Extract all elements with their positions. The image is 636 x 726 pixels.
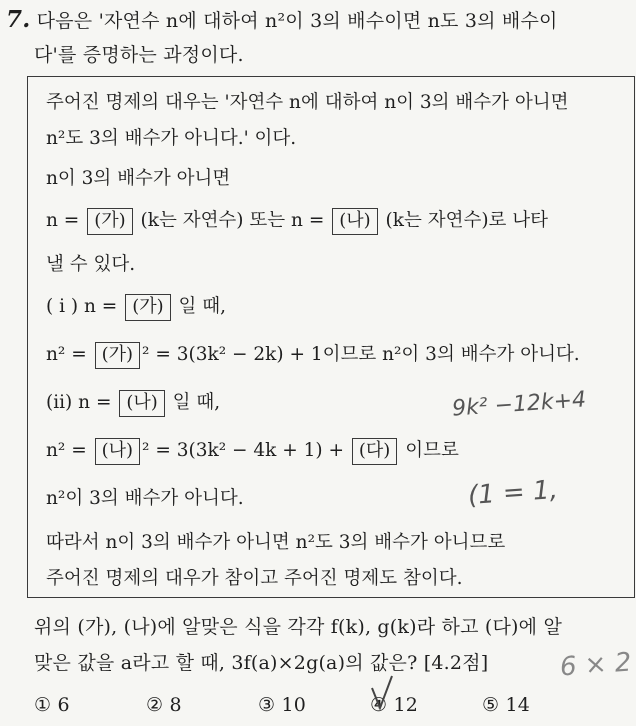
or-text: (k는 자연수) 또는 n = [140,210,325,231]
case2-conclusion: n²이 3의 배수가 아니다. [46,488,244,509]
question-stem-line2: 다'를 증명하는 과정이다. [34,44,244,66]
choice-2[interactable]: ② 8 [146,694,182,716]
case1-eq-post: ² = 3(3k² − 2k) + 1이므로 n²이 3의 배수가 아니다. [142,344,580,365]
blank-ga: (가) [87,208,132,235]
proof-box [27,76,635,598]
handwritten-note-1: 9k² −12k+4 [451,387,587,422]
case1-equation [46,340,580,369]
choice-3[interactable]: ③ 10 [258,694,307,716]
question-stem-line1 [6,6,558,33]
choice-5[interactable]: ⑤ 14 [482,694,531,716]
case2-header [46,388,220,417]
box-end-1: 따라서 n이 3의 배수가 아니면 n²도 3의 배수가 아니므로 [46,532,506,553]
case1-header [46,292,226,321]
blank-na-eq: (나) [95,438,140,465]
box-line-5: 낼 수 있다. [46,254,136,275]
case1-label: ( i ) n = [46,296,118,317]
box-end-2: 주어진 명제의 대우가 참이고 주어진 명제도 참이다. [46,568,463,589]
handwritten-note-3: 6 × 2 [559,647,633,683]
check-mark-icon [368,674,396,714]
box-line-3: n이 3의 배수가 아니면 [46,168,231,189]
stem-text-1: 다음은 '자연수 n에 대하여 n²이 3의 배수이면 n도 3의 배수이 [36,10,558,32]
blank-ga-case1: (가) [125,294,170,321]
case2-equation [46,436,459,465]
handwritten-note-2: (1 = 1, [467,474,559,512]
follow-up-line1: 위의 (가), (나)에 알맞은 식을 각각 f(k), g(k)라 하고 (다)에 알 [34,616,562,638]
box-line-2: n²도 3의 배수가 아니다.' 이다. [46,128,297,149]
case2-eq-post: 이므로 [405,440,459,461]
blank-da: (다) [352,438,397,465]
follow-up-line2: 맞은 값을 a라고 할 때, 3f(a)×2g(a)의 값은? [4.2점] [34,652,489,674]
n-equals: n = [46,210,80,231]
blank-ga-eq: (가) [95,342,140,369]
box-line-1: 주어진 명제의 대우는 '자연수 n에 대하여 n이 3의 배수가 아니면 [46,92,569,113]
case2-eq-pre: n² = [46,440,87,461]
choice-4[interactable]: ④ 12 [370,694,419,716]
blank-na-case2: (나) [119,390,164,417]
choice-1[interactable]: ① 6 [34,694,70,716]
case2-label: (ii) n = [46,392,112,413]
case1-eq-pre: n² = [46,344,87,365]
case2-tail: 일 때, [172,392,221,413]
box-line-4 [46,206,548,235]
expression-text: (k는 자연수)로 나타 [385,210,549,231]
blank-na: (나) [332,208,377,235]
case2-eq-mid: ² = 3(3k² − 4k + 1) + [142,440,344,461]
case1-tail: 일 때, [178,296,227,317]
question-number: 7. [6,6,31,33]
